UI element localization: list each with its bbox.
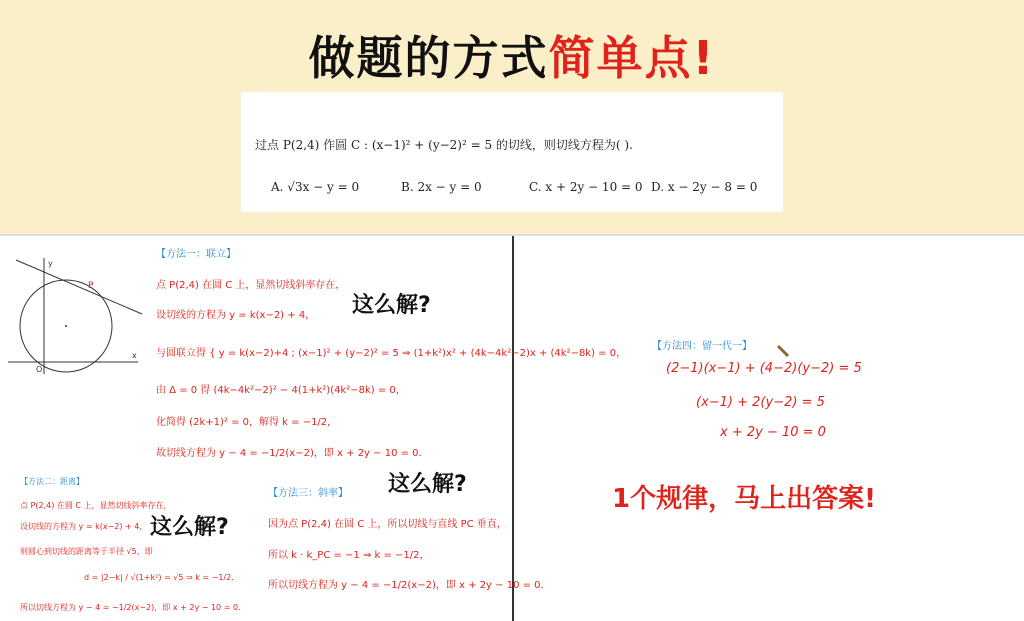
pen-icon (776, 344, 790, 358)
center-dot (65, 325, 67, 327)
vertical-divider (512, 236, 514, 621)
title-red: 简单点! (548, 31, 716, 85)
method2-line: d = |2−k| / √(1+k²) = √5 ⇒ k = −1/2． (84, 573, 240, 582)
method2-label: 【方法二：距离】 (20, 477, 84, 486)
method1-line: 点 P(2,4) 在圆 C 上，显然切线斜率存在， (156, 280, 346, 291)
method3-label: 【方法三：斜率】 (268, 488, 348, 499)
method1-line: 设切线的方程为 y = k(x−2) + 4， (156, 310, 316, 321)
ask-text-1: 这么解? (352, 293, 431, 318)
title-black: 做题的方式 (308, 31, 549, 85)
method4-line: x + 2y − 10 = 0 (720, 425, 826, 440)
method3-line: 因为点 P(2,4) 在圆 C 上，所以切线与直线 PC 垂直， (268, 519, 507, 530)
option-b: B. 2x − y = 0 (401, 180, 482, 194)
circle-graph (4, 256, 144, 376)
question-text: 过点 P(2,4) 作圆 C : (x−1)² + (y−2)² = 5 的切线，则切线方程为( ). (255, 138, 633, 152)
y-label: y (48, 259, 53, 268)
method3-line: 所以切线方程为 y − 4 = −1/2(x−2)，即 x + 2y − 10 = 0． (268, 580, 551, 591)
method4-line: (2−1)(x−1) + (4−2)(y−2) = 5 (666, 361, 862, 376)
method1-line: 化简得 (2k+1)² = 0，解得 k = −1/2， (156, 417, 338, 428)
origin-label: O (36, 365, 43, 374)
method3-line: 所以 k · k_PC = −1 ⇒ k = −1/2， (268, 550, 430, 561)
ask-text-2: 这么解? (150, 515, 229, 540)
rule-text: 1个规律，马上出答案! (612, 484, 876, 514)
page-title (0, 22, 1024, 88)
method1-line: 故切线方程为 y − 4 = −1/2(x−2)，即 x + 2y − 10 = 0． (156, 448, 429, 459)
point-p-label: P (88, 281, 94, 291)
method2-line: 设切线的方程为 y = k(x−2) + 4， (20, 522, 148, 531)
method4-label: 【方法四：留一代一】 (652, 341, 752, 352)
method4-line: (x−1) + 2(y−2) = 5 (696, 395, 825, 410)
x-label: x (132, 351, 137, 360)
question-card (241, 92, 783, 212)
method1-line: 由 Δ = 0 得 (4k−4k²−2)² − 4(1+k²)(4k²−8k) = 0， (156, 385, 406, 396)
option-d: D. x − 2y − 8 = 0 (651, 180, 758, 194)
method2-line: 所以切线方程为 y − 4 = −1/2(x−2)，即 x + 2y − 10 = 0． (20, 603, 247, 612)
tangent-line (16, 260, 142, 314)
ask-text-3: 这么解? (388, 472, 467, 497)
option-a: A. √3x − y = 0 (271, 180, 360, 194)
option-c: C. x + 2y − 10 = 0 (529, 180, 643, 194)
method2-line: 点 P(2,4) 在圆 C 上，显然切线斜率存在， (20, 501, 172, 510)
method1-label: 【方法一：联立】 (156, 249, 236, 260)
method2-line: 则圆心到切线的距离等于半径 √5，即 (20, 547, 153, 556)
method1-line: 与圆联立得 { y = k(x−2)+4 ; (x−1)² + (y−2)² = 5 ⇒ (1+k²)x² + (4k−4k²−2)x + (4k²−8k) = 0， (156, 348, 627, 359)
